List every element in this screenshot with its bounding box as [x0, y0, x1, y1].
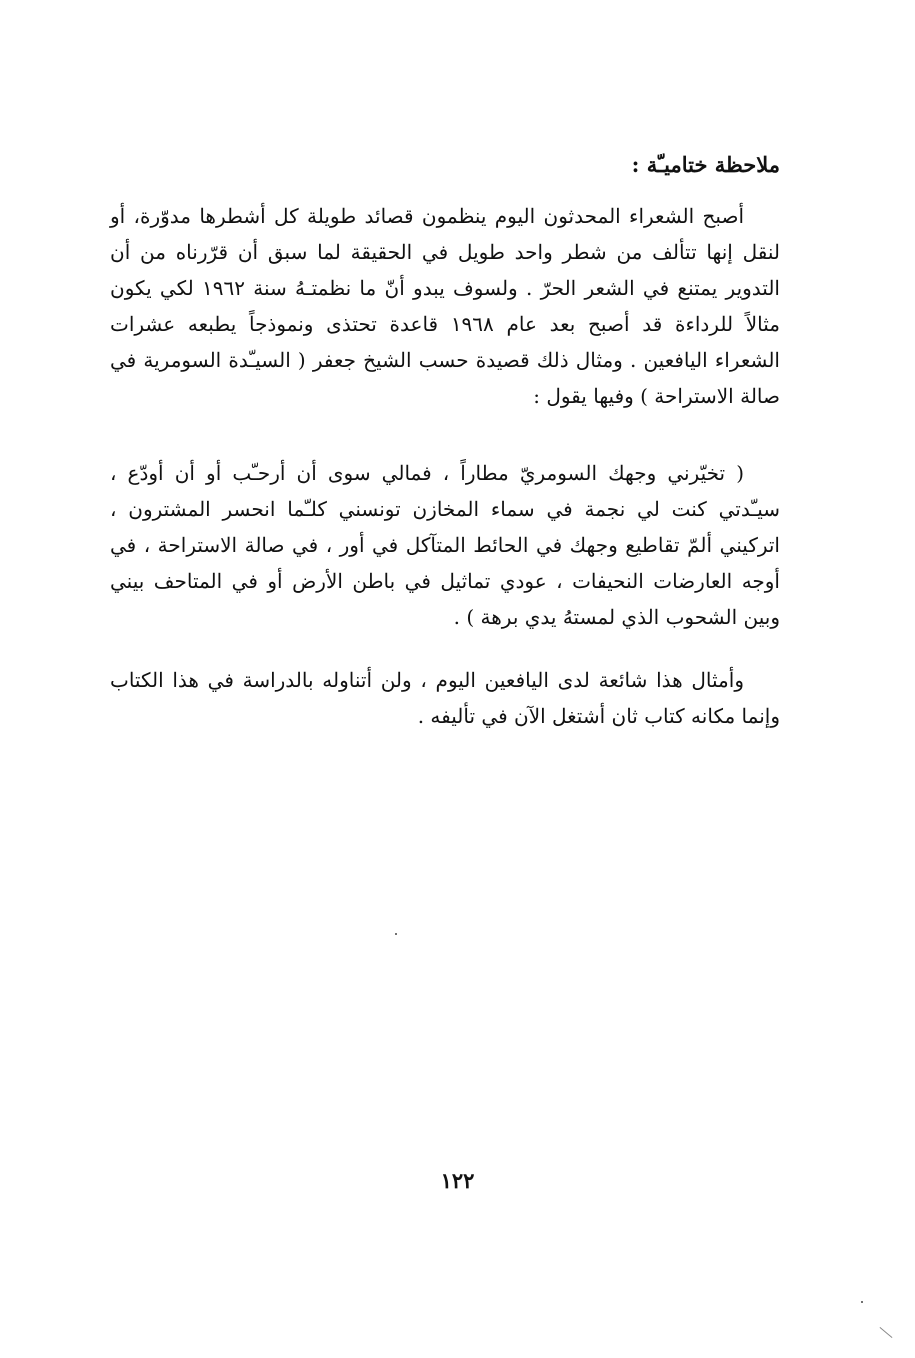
paragraph-closing: وأمثال هذا شائعة لدى اليافعين اليوم ، ولن أتناوله بالدراسة في هذا الكتاب وإنما مكانه كتاب ثان أشتغل الآن في تأليفه . [110, 668, 780, 728]
paragraph-intro: أصبح الشعراء المحدثون اليوم ينظمون قصائد طويلة كل أشطرها مدوّرة، أو لنقل إنها تتألف من شطر واحد طويل في الحقيقة لما سبق أن قرّرناه من أن التدوير يمتنع في الشعر الحرّ . ولسوف يبدو أنّ ما نظمتـهُ سنة ١٩٦٢ لكي يكون مثالاً للرداءة قد أصبح بعد عام ١٩٦٨ قاعدة تحتذى ونموذجاً يطبعه عشرات الشعراء اليافعين . ومثال ذلك قصيدة حسب الشيخ جعفر ( السيـّدة السومرية في صالة الاستراحة ) وفيها يقول : [110, 204, 781, 408]
section-heading: ملاحظة ختاميـّة : [631, 152, 780, 177]
scan-scratch [880, 1327, 893, 1338]
poem-quotation: ( تخيّرني وجهك السومريّ مطاراً ، فمالي سوى أن أرحـّب أو أن أودّع ، سيـّدتي كنت لي نجمة في سماء المخازن تونسني كلـّما انحسر المشترون ، اتركيني ألمّ تقاطيع وجهك في الحائط المتآكل في أور ، في صالة الاستراحة ، في أوجه العارضات النحيفات ، عودي تماثيل في باطن الأرض أو في المتاحف بيني وبين الشحوب الذي لمستهُ يدي برهة ) . [110, 461, 780, 629]
scan-speck [861, 1301, 863, 1303]
page-number: ١٢٢ [440, 1168, 475, 1193]
scan-speck [395, 933, 397, 935]
